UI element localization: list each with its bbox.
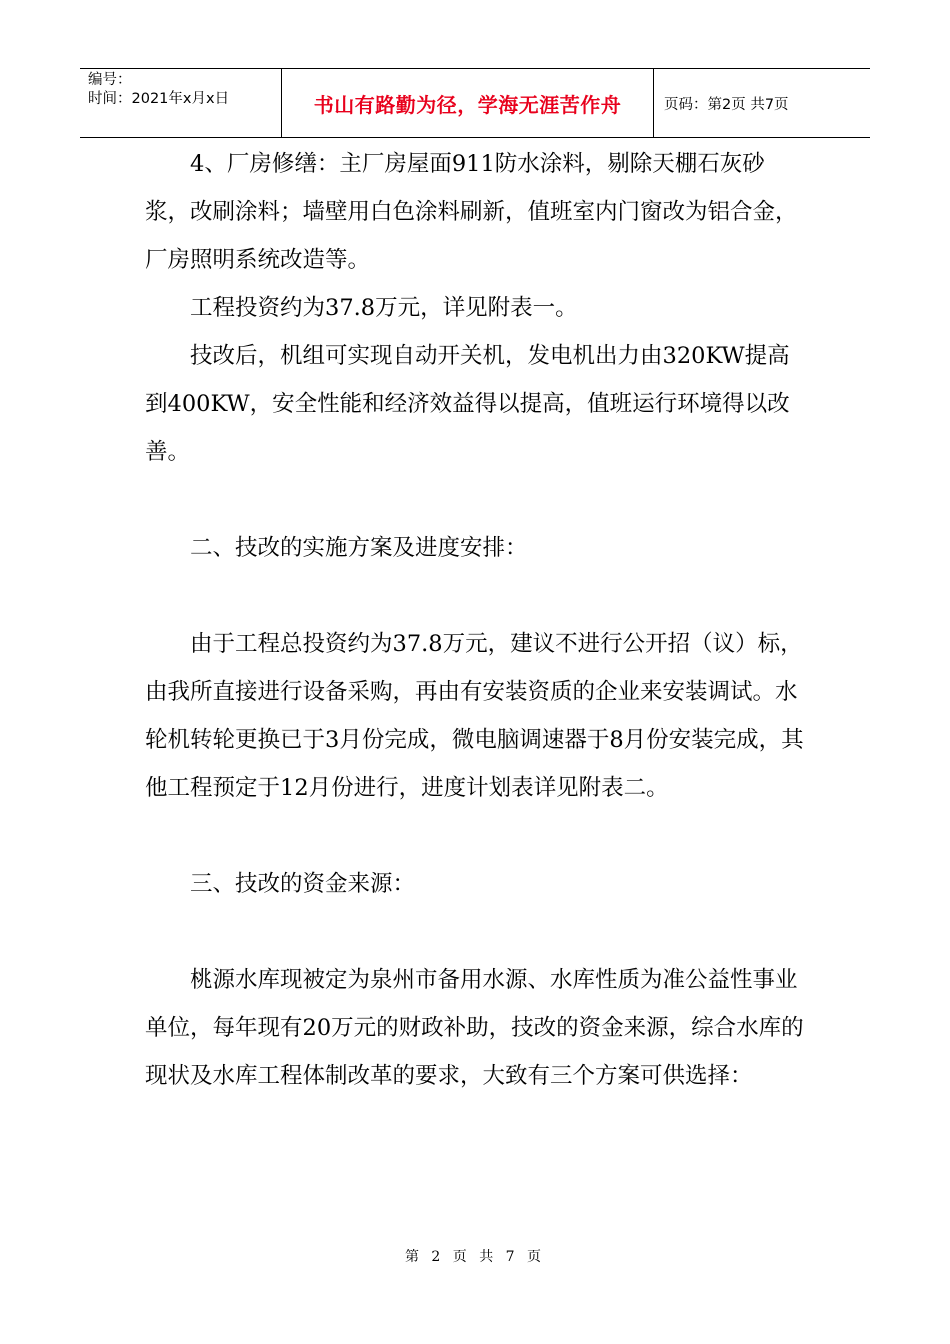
header-page-info: 页码：第2页 共7页 bbox=[664, 96, 789, 113]
document-time-label: 时间：2021年x月x日 bbox=[88, 91, 230, 107]
header-meta bbox=[80, 69, 282, 137]
paragraph-investment: 工程投资约为37.8万元，详见附表一。 bbox=[190, 295, 578, 321]
section-heading-implementation: 二、技改的实施方案及进度安排： bbox=[190, 535, 528, 561]
document-number-label: 编号： bbox=[88, 72, 132, 88]
document-body bbox=[145, 140, 805, 1100]
paragraph-funding: 桃源水库现被定为泉州市备用水源、水库性质为准公益性事业单位，每年现有20万元的财政补助，技改的资金来源，综合水库的现状及水库工程体制改革的要求，大致有三个方案可供选择： bbox=[145, 967, 804, 1089]
section-heading-funding: 三、技改的资金来源： bbox=[190, 871, 416, 897]
page-footer: 第 2 页 共 7 页 bbox=[404, 1249, 546, 1265]
spacer bbox=[145, 812, 805, 860]
spacer bbox=[145, 908, 805, 956]
page-header bbox=[80, 68, 870, 138]
paragraph-after-upgrade: 技改后，机组可实现自动开关机，发电机出力由320KW提高到400KW，安全性能和经济效益得以提高，值班运行环境得以改善。 bbox=[145, 343, 790, 465]
paragraph-workshop-repair: 4、厂房修缮：主厂房屋面911防水涂料，剔除天棚石灰砂浆，改刷涂料；墙壁用白色涂料刷新，值班室内门窗改为铝合金，厂房照明系统改造等。 bbox=[145, 151, 798, 273]
spacer bbox=[145, 476, 805, 524]
header-motto: 书山有路勤为径，学海无涯苦作舟 bbox=[282, 69, 654, 137]
paragraph-implementation: 由于工程总投资约为37.8万元，建议不进行公开招（议）标，由我所直接进行设备采购，再由有安装资质的企业来安装调试。水轮机转轮更换已于3月份完成，微电脑调速器于8月份安装完成，其他工程预定于12月份进行，进度计划表详见附表二。 bbox=[145, 631, 804, 801]
spacer bbox=[145, 572, 805, 620]
